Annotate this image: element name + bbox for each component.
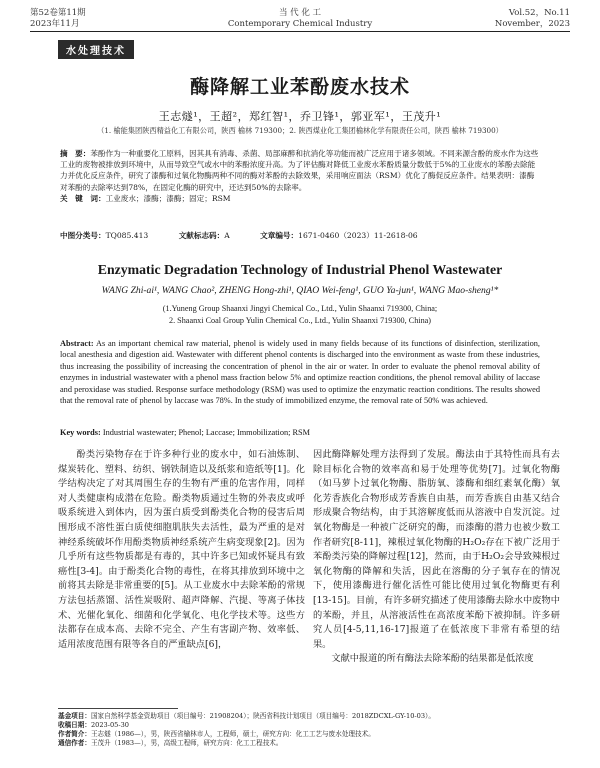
journal-date: 2023年11月 [30,19,80,29]
article-no-value: 1671-0460（2023）11-2618-06 [298,231,418,240]
english-keywords-label: Key words: [60,428,101,437]
body-paragraph: 因此酶降解处理方法得到了发展。酶法由于其特性而具有去除目标化合物的效率高和易于处理等优势[7]。过氧化物酶（如马萝卜过氧化物酶、脂肪氧、漆酶和细红素氧化酶）氧化芳香族化合物形成芳香族自由基，而芳香族自由基又结合形成聚合物结构，由于其溶解度低而从溶液中自发沉淀。过氧化物酶是一种被广泛研究的酶，而漆酶的潜力也被少数工作者研究[8-11]，辣根过氧化物酶的H₂O₂存在下被广泛用于苯酚类污染的降解过程[12]，然而，由于H₂O₂会导致辣根过氧化物酶的降解和失活，因此在溶酶的分子氧存在的情况下，使用漆酶进行催化活性可能比使用过氧化物酶更有利[13-15]。目前，有许多研究描述了使用漆酶去除水中废物中的苯酚，并且，从溶液活性在高浓度苯酚下被抑制。许多研究人员[4-5,11,16-17]报道了在低浓度下非常有希望的结果。 [313,449,560,650]
english-abstract-text: As an important chemical raw material, phenol is widely used in many fields because of its functions of disinfection, sterilization, local anesthesia and digestion aid. Wastewater with different phenol contents is discharged into the environment as waste from these industries, thus increasing the possibility of increasing the concentration of phenol in the air or water. In order to evaluate the phenol removal ability of enzymes in industrial wastewater with a phenol mass fraction below 5% and optimize reaction conditions, the phenol removal ability of laccase and peroxidase was studied. Response surface methodology (RSM) was used to optimize the enzymatic reaction conditions. The results showed that the removal rate of phenol by laccase was 78%. In the study of immobilized enzyme, the removal rate of 50% was achieved. [60,339,540,406]
journal-volume: 第52卷第11期 [30,8,86,18]
keywords-label: 关 键 词： [60,193,106,203]
doc-code-value: A [224,231,230,240]
keywords-cn [60,193,540,204]
header-divider [30,31,570,32]
english-affiliation-2: 2. Shaanxi Coal Group Yulin Chemical Co., Ltd., Yulin Shaanxi 719300, China) [168,316,432,325]
journal-volume-en: Vol.52，No.11 [508,8,570,18]
abstract-text: 苯酚作为一种重要化工原料，因其具有消毒、杀菌、局部麻醉和抗消化等功能而被广泛应用于诸多领域。不同来源含酚的废水作为这些工业的废物被排放到环境中，从而导致空气或水中的苯酚浓度升高。为了评估酶对降低工业废水苯酚质量分数低于5%的工业废水的苯酚去除能力并优化反应条件，研究了漆酶和过氧化物酶两种不同的酶对苯酚的去除效果，采用响应面法（RSM）优化了酶促反应条件。结果表明：漆酶对苯酚的去除率达到78%，在固定化酶的研究中，还达到50%的去除率。 [60,149,539,192]
clc-field [60,231,162,240]
footnote-author [58,730,562,739]
clc-label: 中图分类号： [60,231,106,240]
author-bio-label: 作者简介： [58,730,91,738]
body-paragraph: 酚类污染物存在于许多种行业的废水中，如石油炼制、煤炭转化、塑料、纺织、钢铁制造以及纸浆和造纸等[1]。化学结构决定了对其周围生存的生物有严重的危害作用，同样对人类健康构成潜在危险。酚类物质通过生物的外表皮或呼吸系统进入到体内，因为蛋白质受到酚类化合物的侵害后周围形成不溶性蛋白质使细胞肌肤失去活性，最为严重的是对神经系统破坏作用酚类物质神经系统产生病变现象[2]。因为几乎所有这些物质都是有毒的，其中许多已知或怀疑具有致癌性[3-4]。由于酚类化合物的毒性，在将其排放到环境中之前将其去除是非常重要的[5]。从工业废水中去除苯酚的常规方法包括蒸馏、活性炭吸附、超声降解、汽提、等离子体技术、光催化氧化、细菌和化学氧化、电化学技术等。这些方法都存在成本高、去除不完全、产生有害副产物、效率低、适用浓度范围有限等各自的严重缺点[6]， [58,449,305,650]
corresponding-label: 通信作者： [58,739,91,747]
journal-name [30,8,570,30]
classification-row [60,230,560,241]
keywords-text: 工业废水；漆酶；漆酶；固定；RSM [105,193,231,203]
footnote-divider [58,708,178,709]
footnote-received [58,721,562,730]
author-bio-text: 王志燧（1986—），男，陕西省榆林市人，工程师，硕士，研究方向：化工工艺与废水处理技术。 [90,730,375,738]
english-keywords-text: Industrial wastewater; Phenol; Laccase; Immobilization; RSM [102,428,311,437]
body-column-right [313,448,560,667]
footnotes [58,712,562,748]
journal-name-en: Contemporary Chemical Industry [227,19,373,29]
doc-code-label: 文献标志码： [178,231,225,240]
english-author-list: WANG Zhi-ai¹, WANG Chao², ZHENG Hong-zhi¹, QIAO Wei-feng¹, GUO Ya-jun¹, WANG Mao-sheng¹* [101,285,499,296]
body-column-left [58,448,305,652]
abstract-cn [60,148,540,204]
received-date: 2023-05-30 [90,721,129,729]
received-label: 收稿日期： [58,721,91,729]
journal-issue-en [495,8,570,30]
footnote-fund [58,712,562,721]
article-no-field [260,231,431,240]
english-affiliation-1: (1.Yuneng Group Shaanxi Jingyi Chemical Co., Ltd., Yulin Shaanxi 719300, China; [162,304,438,313]
journal-date-en: November，2023 [494,19,570,29]
fund-label: 基金项目： [58,712,91,720]
fund-text: 国家自然科学基金资助项目（项目编号：21908204）；陕西省科技计划项目（项目编号：2018ZDCXL-GY-10-03）。 [90,712,435,720]
clc-value: TQ085.413 [105,231,149,240]
abstract-en [60,338,540,406]
keywords-en [60,428,540,437]
body-paragraph: 文献中报道的所有酶法去除苯酚的结果都是低浓度 [331,653,534,665]
journal-name-cn: 当 代 化 工 [278,8,322,18]
author-affiliation: （1. 榆能集团陕西精益化工有限公司，陕西 榆林 719300；2. 陕西煤业化工集团榆林化学有限责任公司，陕西 榆林 719300） [97,126,503,135]
article-no-label: 文章编号： [260,231,299,240]
page-title: 酶降解工业苯酚废水技术 [189,76,410,98]
author-list: 王志燧¹，王超²，郑红智¹，乔卫锋¹，郭亚军¹，王茂升¹ [158,110,442,123]
corresponding-text: 王茂升（1983—），男，高级工程师，研究方向：化工工程技术。 [90,739,283,747]
english-abstract-label: Abstract: [60,339,94,348]
doc-code-field [179,231,244,240]
english-title: Enzymatic Degradation Technology of Industrial Phenol Wastewater [97,262,503,277]
abstract-label: 摘 要： [60,149,91,158]
section-tag: 水处理技术 [58,40,134,59]
running-header [30,8,570,32]
footnote-corresponding [58,739,562,748]
